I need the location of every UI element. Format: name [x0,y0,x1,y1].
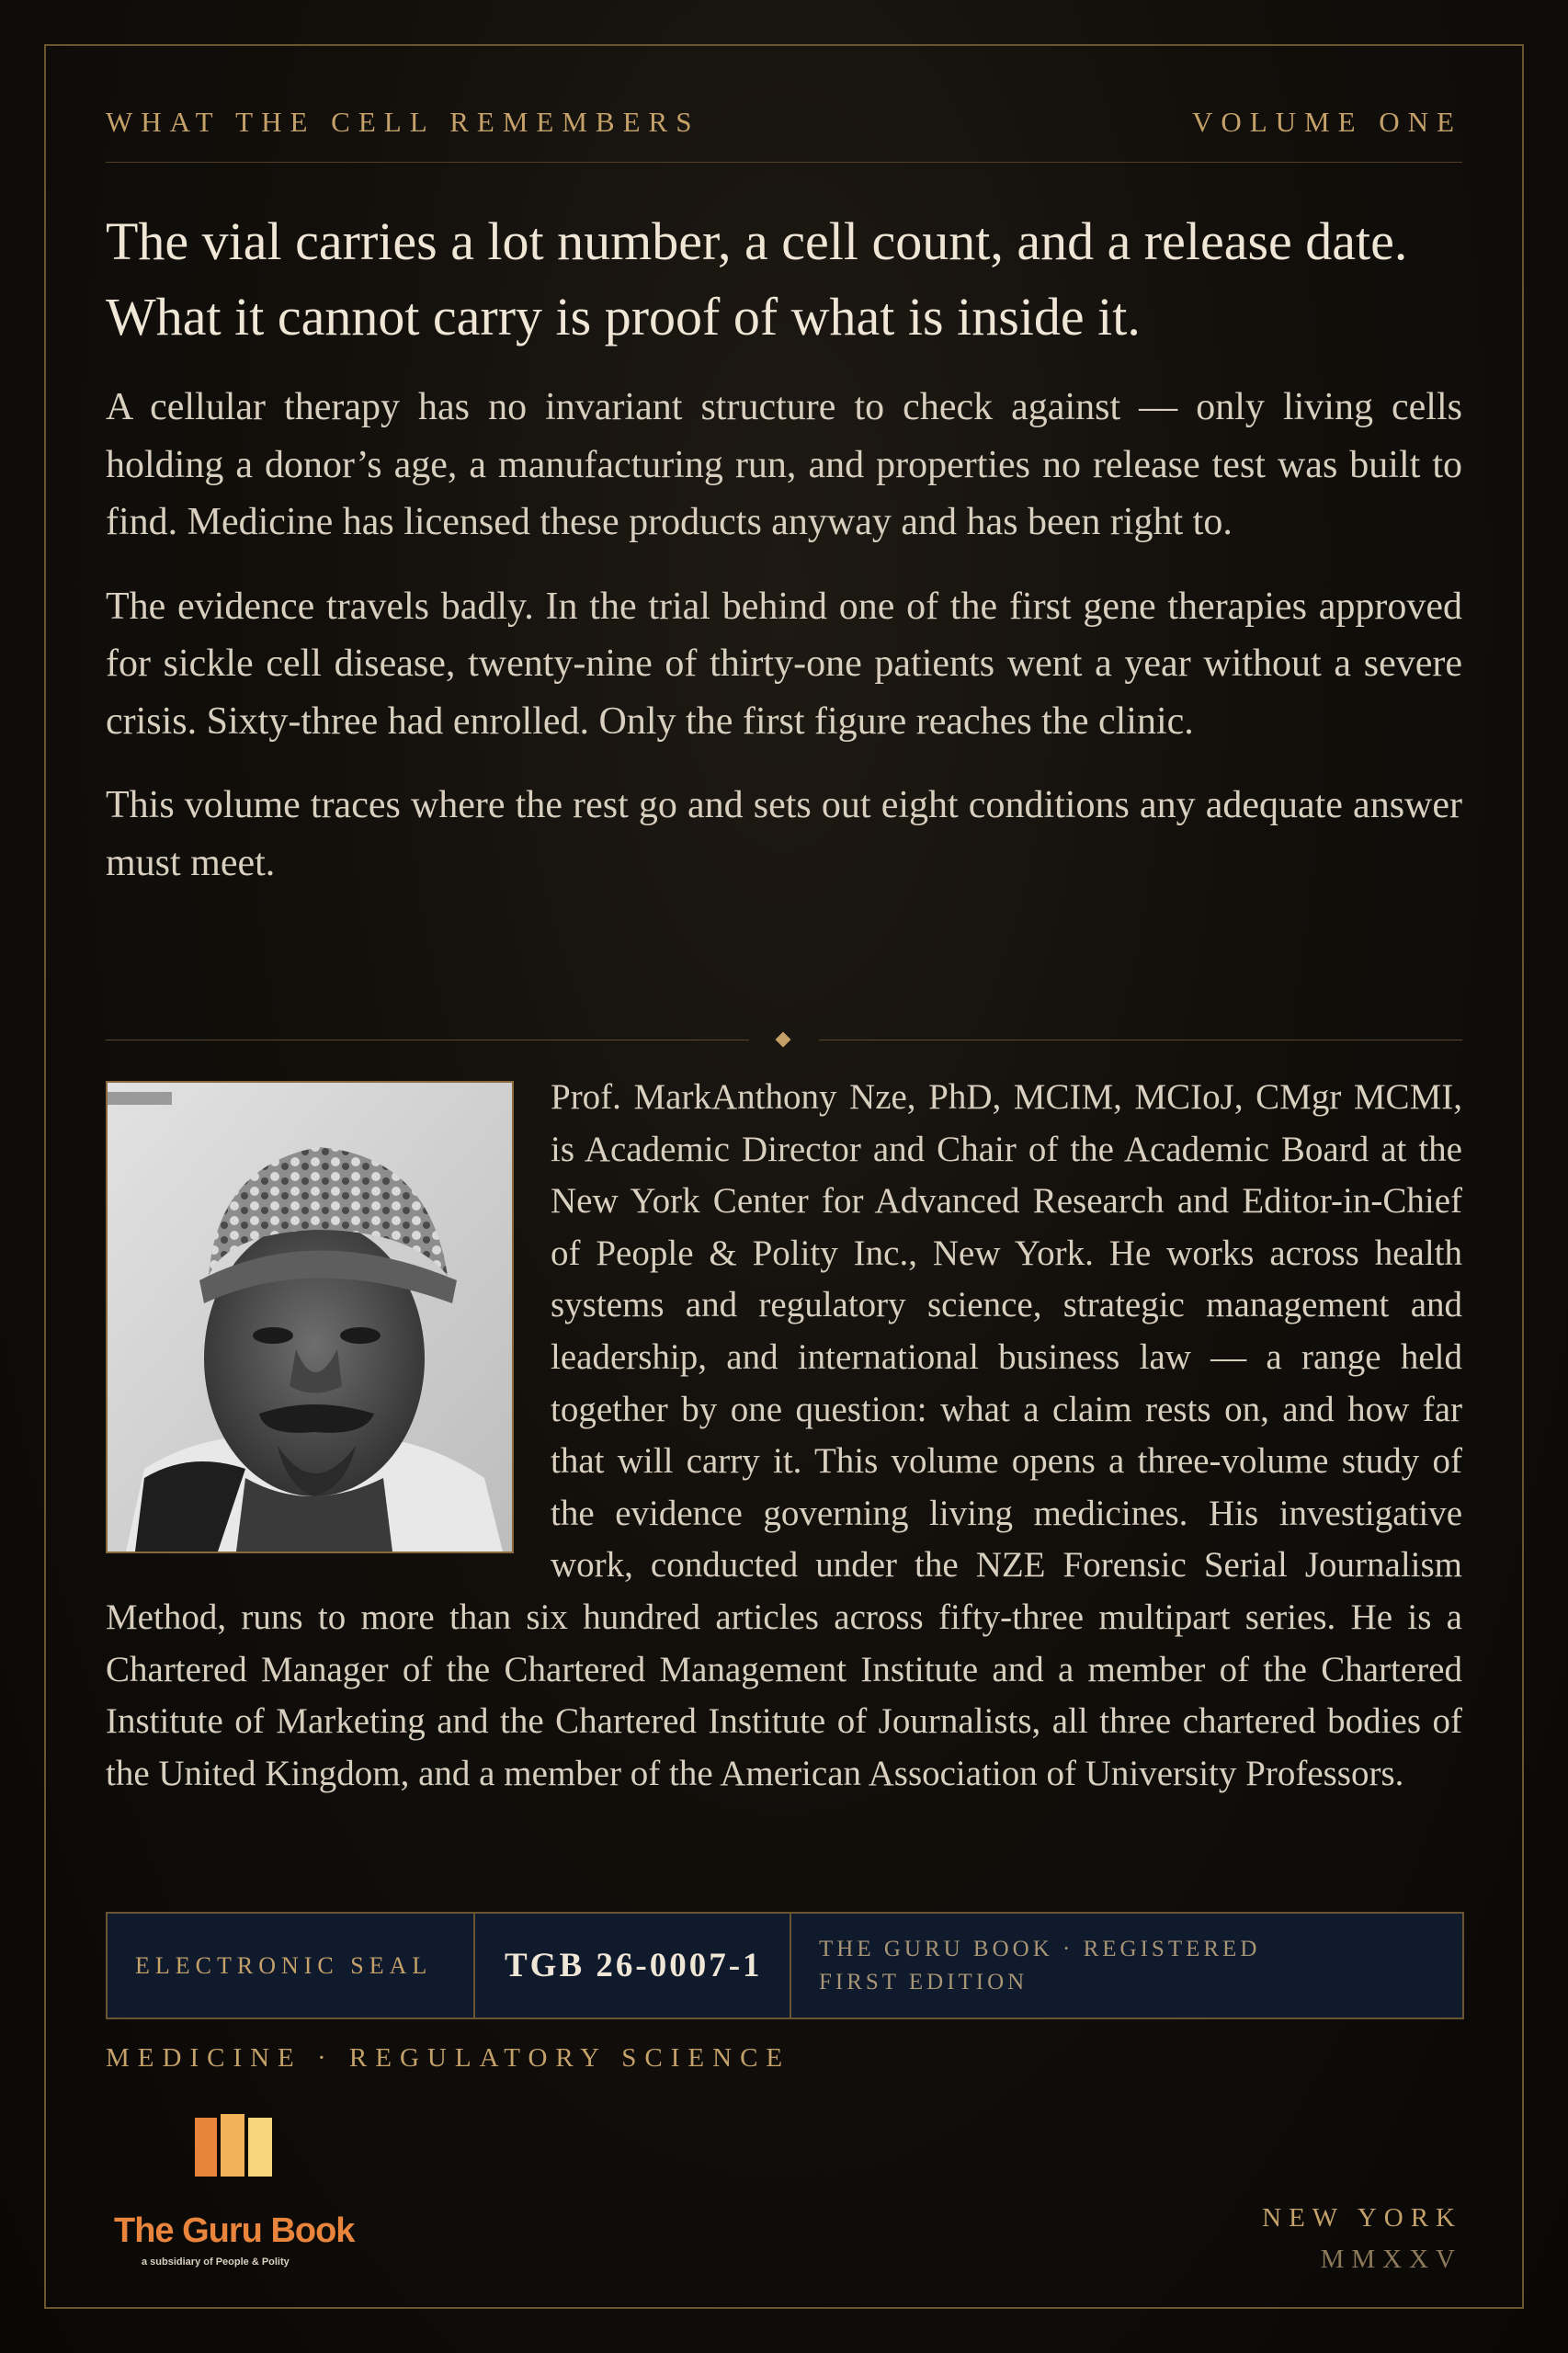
subject-categories: MEDICINE · REGULATORY SCIENCE [106,2043,791,2073]
blurb-paragraph: This volume traces where the rest go and sets out eight conditions any adequate answer must meet. [106,784,1462,884]
cover-header [106,103,1462,142]
imprint-place [1262,2198,1462,2280]
series-title: WHAT THE CELL REMEMBERS [106,106,700,138]
seal-edition-line: FIRST EDITION [819,1969,1028,1995]
publisher-logo [108,2114,366,2279]
electronic-seal [106,1912,1464,2019]
year: MMXXV [1320,2245,1462,2274]
diamond-icon [776,1032,791,1048]
blurb [106,379,1462,918]
city: NEW YORK [1262,2203,1462,2233]
blurb-paragraph: A cellular therapy has no invariant structure to check against — only living cells holding a donor’s age, a manufacturing run, and properties no release test was built to find. Medicine has licensed these products anyway and has been right to. [106,386,1462,543]
author-bio: Prof. MarkAnthony Nze, PhD, MCIM, MCIoJ, CMgr MCMI, is Academic Director and Chair of the Academic Board at the New York Center for Advanced Research and Editor-in-Chief of People & Polity Inc., New York. He works across health systems and regulatory science, strategic management and leadership, and international business law — a range held together by one question: what a claim rests on, and how far that will carry it. This volume opens a three-volume study of the evidence governing living medicines. His investigative work, conducted under the NZE Forensic Serial Journalism Method, runs to more than six hundred articles across fifty-three multipart series. He is a Chartered Manager of the Chartered Management Institute and a member of the Chartered Institute of Marketing and the Chartered Institute of Journalists, all three chartered bodies of the United Kingdom, and a member of the American Association of University Professors. [106,1077,1462,1793]
seal-registry [791,1914,1462,2018]
seal-code: TGB 26-0007-1 [475,1914,791,2018]
headline: The vial carries a lot number, a cell count, and a release date. What it cannot carry is proof of what is inside it. [106,211,1408,347]
ornament-divider [106,1029,1462,1051]
author-portrait [106,1081,514,1553]
seal-label: ELECTRONIC SEAL [108,1914,475,2018]
book-icon [193,2114,276,2178]
header-rule [106,162,1462,163]
author-bio-block [106,1072,1462,1800]
volume-label: VOLUME ONE [1191,106,1462,138]
publisher-name: The Guru Book [114,2211,355,2250]
seal-registry-line: THE GURU BOOK · REGISTERED [819,1936,1261,1961]
publisher-tagline: a subsidiary of People & Polity [142,2256,290,2268]
blurb-paragraph: The evidence travels badly. In the trial behind one of the first gene therapies approved for sickle cell disease, twenty-nine of thirty-one patients went a year without a severe crisis. Sixty-three had enrolled. Only the first figure reaches the clinic. [106,585,1462,743]
